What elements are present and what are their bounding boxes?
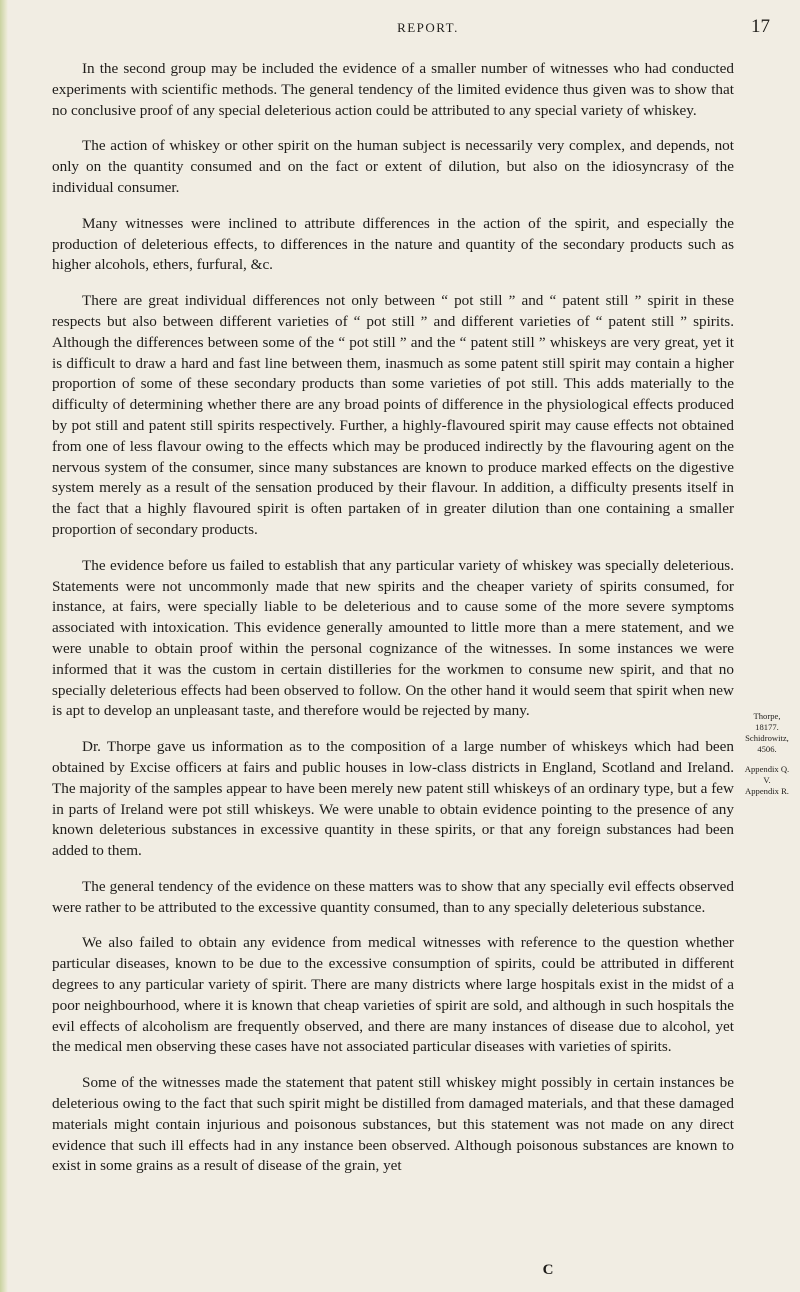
paragraph: The general tendency of the evidence on these matters was to show that any specially evil effects observed were rather to be attributed to the excessive quantity consumed, than to any specially deleterious substance. xyxy=(52,877,734,916)
page-number: 17 xyxy=(751,16,770,37)
margin-note: Schidrowitz, xyxy=(745,733,789,743)
running-head: REPORT. xyxy=(397,20,459,35)
margin-note: 4506. xyxy=(757,744,777,754)
report-body xyxy=(52,59,734,1192)
margin-note: Thorpe, xyxy=(753,711,781,721)
page-gutter-shadow xyxy=(0,0,8,1292)
margin-note: 18177. xyxy=(755,722,779,732)
signature-mark: C xyxy=(542,1262,554,1278)
paragraph: In the second group may be included the evidence of a smaller number of witnesses who had conducted experiments with scientific methods. The general tendency of the limited evidence thus given was to show that no conclusive proof of any special deleterious action could be attributed to any special variety of whiskey. xyxy=(52,60,734,119)
paragraph: Dr. Thorpe gave us information as to the composition of a large number of whiskeys which had been obtained by Excise officers at fairs and public houses in low-class districts in England, Scotland and Ireland. The majority of the samples appear to have been merely new patent still whiskeys of an ordinary type, but a few in parts of Ireland were pot still whiskeys. We were unable to obtain evidence pointing to the presence of any known deleterious substances in excessive quantity in these spirits, or that any foreign substances had been added to them. xyxy=(52,738,734,860)
margin-note: Appendix Q. xyxy=(744,764,790,774)
margin-note: V. xyxy=(763,775,771,785)
paragraph: Some of the witnesses made the statement that patent still whiskey might possibly in certain instances be deleterious owing to the fact that such spirit might be distilled from damaged materials, and that these damaged materials might contain injurious and poisonous substances, but this statement was not made on any direct evidence that such ill effects had in any instance been observed. Although poisonous substances are known to exist in some grains as a result of disease of the grain, yet xyxy=(52,1074,734,1175)
paragraph: There are great individual differences not only between “ pot still ” and “ patent still ” spirit in these respects but also between different varieties of “ pot still ” and different varieties of “ patent still ” spirits. Although the differences between some of the “ pot still ” and the “ patent still ” whiskeys are very great, yet it is difficult to draw a hard and fast line between them, inasmuch as some patent still spirit may contain a higher proportion of some of these secondary products than some varieties of pot still. This adds materially to the difficulty of determining whether there are any broad points of difference in the physiological effects produced by pot still and patent still spirits respectively. Further, a highly-flavoured spirit may cause effects not obtained from one of less flavour owing to the effects which may be produced indirectly by the flavouring agent on the nervous system of the consumer, since many substances are known to produce marked effects on the digestive system merely as a result of the sensation produced by their flavour. In addition, a difficulty presents itself in the fact that a highly flavoured spirit is often partaken of in greater dilution than one containing a smaller proportion of secondary products. xyxy=(52,292,734,538)
margin-note: Appendix R. xyxy=(745,786,789,796)
margin-references xyxy=(736,711,798,797)
paragraph: We also failed to obtain any evidence from medical witnesses with reference to the question whether particular diseases, known to be due to the excessive consumption of spirits, could be attributed in different degrees to any particular variety of spirit. There are many districts where large hospitals exist in the midst of a poor neighbourhood, where it is known that cheap varieties of spirit are sold, and although in such hospitals the evil effects of alcoholism are frequently observed, and there are many instances of disease due to alcohol, yet the medical men observing these cases have not associated particular diseases with varieties of spirits. xyxy=(52,934,734,1056)
paragraph: The evidence before us failed to establish that any particular variety of whiskey was specially deleterious. Statements were not uncommonly made that new spirits and the cheaper variety of spirits consumed, for instance, at fairs, were specially liable to be deleterious and to cause some of the more severe symptoms associated with intoxication. This evidence generally amounted to little more than a mere statement, and we were unable to obtain proof within the personal cognizance of the witnesses. In some instances we were informed that it was the custom in certain distilleries for the workmen to consume new spirit, and that no specially deleterious effects had been observed to follow. On the other hand it would seem that spirit when new is apt to develop an unpleasant taste, and therefore would be rejected by many. xyxy=(52,556,734,720)
page-header xyxy=(0,16,800,44)
paragraph: Many witnesses were inclined to attribute differences in the action of the spirit, and especially the production of deleterious effects, to differences in the nature and quantity of the secondary products such as higher alcohols, ethers, furfural, &c. xyxy=(52,214,734,274)
paragraph: The action of whiskey or other spirit on the human subject is necessarily very complex, and depends, not only on the quantity consumed and on the fact or extent of dilution, but also on the idiosyncrasy of the individual consumer. xyxy=(52,137,734,196)
